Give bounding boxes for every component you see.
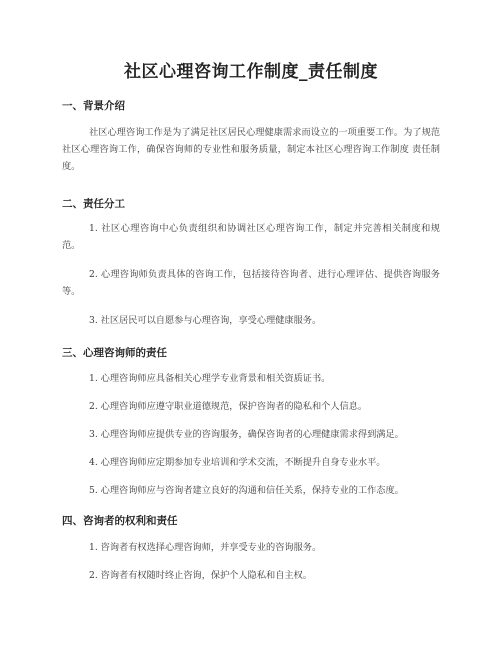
paragraph-counselor-1: 1. 心理咨询师应具备相关心理学专业背景和相关资质证书。 (89, 373, 331, 384)
section-heading-client-rights: 四、咨询者的权利和责任 (62, 515, 178, 527)
paragraph-counselor-5: 5. 心理咨询师应与咨询者建立良好的沟通和信任关系，保持专业的工作态度。 (89, 485, 404, 496)
section-heading-counselor-duties: 三、心理咨询师的责任 (62, 347, 167, 359)
paragraph-division-2: 2. 心理咨询师负责具体的咨询工作，包括接待咨询者、进行心理评估、提供咨询服务等。 (62, 269, 440, 297)
document-title: 社区心理咨询工作制度_责任制度 (124, 62, 378, 82)
paragraph-counselor-3: 3. 心理咨询师应提供专业的咨询服务，确保咨询者的心理健康需求得到满足。 (89, 429, 404, 440)
paragraph-background-1: 社区心理咨询工作是为了满足社区居民心理健康需求而设立的一项重要工作。为了规范社区心理咨询工作，确保咨询师的专业性和服务质量，制定本社区心理咨询工作制度 责任制度。 (62, 127, 440, 172)
paragraph-counselor-4: 4. 心理咨询师应定期参加专业培训和学术交流，不断提升自身专业水平。 (89, 457, 386, 468)
section-heading-responsibility-division: 二、责任分工 (62, 198, 125, 210)
paragraph-division-1: 1. 社区心理咨询中心负责组织和协调社区心理咨询工作，制定并完善相关制度和规范。 (62, 223, 440, 251)
paragraph-division-3: 3. 社区居民可以自愿参与心理咨询，享受心理健康服务。 (89, 315, 322, 326)
paragraph-client-1: 1. 咨询者有权选择心理咨询师，并享受专业的咨询服务。 (89, 542, 322, 553)
section-heading-background: 一、背景介绍 (62, 100, 125, 112)
paragraph-counselor-2: 2. 心理咨询师应遵守职业道德规范，保护咨询者的隐私和个人信息。 (89, 401, 368, 412)
paragraph-client-2: 2. 咨询者有权随时终止咨询，保护个人隐私和自主权。 (89, 570, 312, 581)
